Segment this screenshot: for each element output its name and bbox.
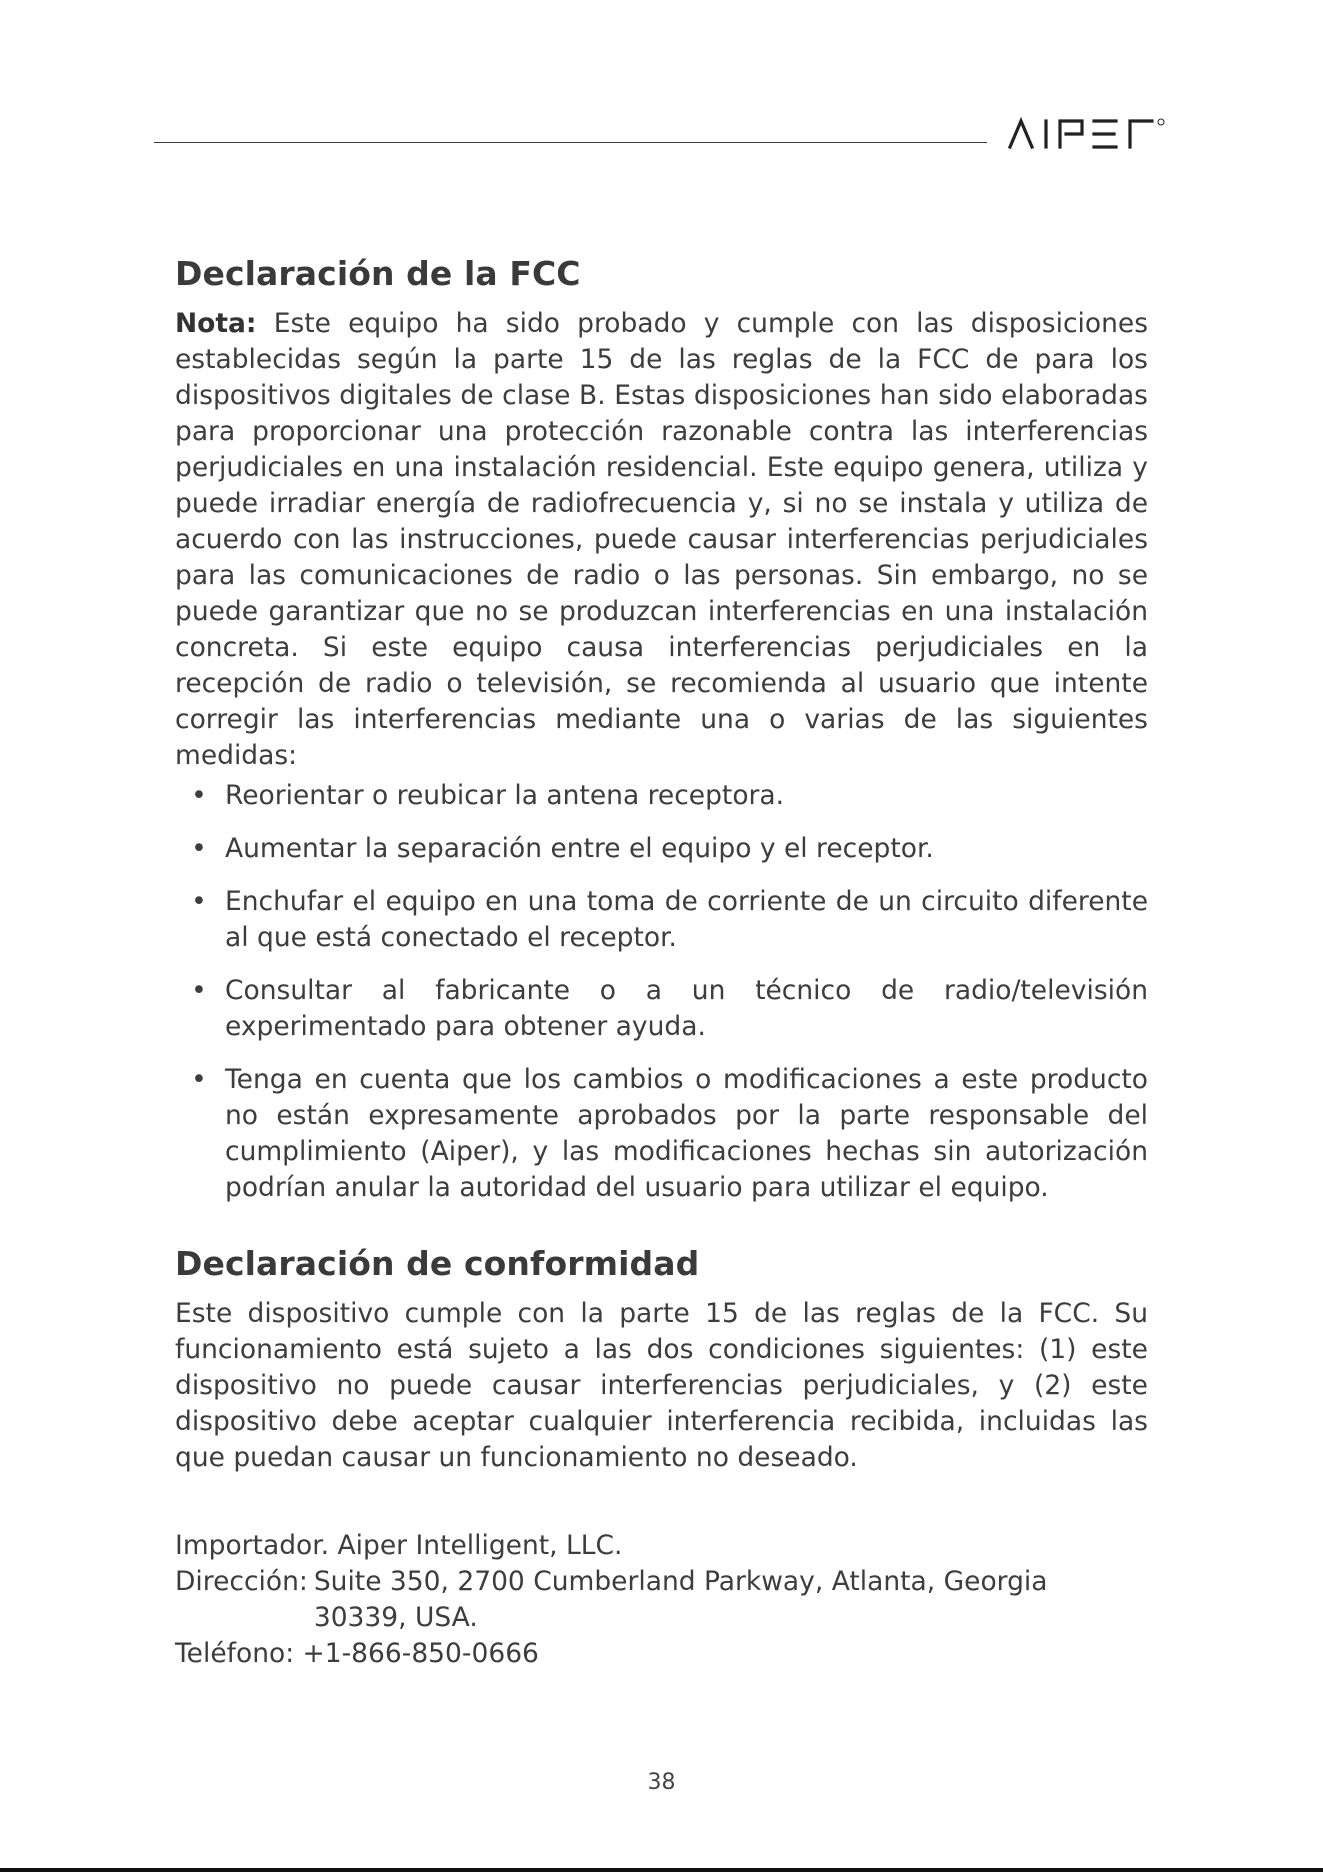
bullet-icon: • <box>191 1064 207 1095</box>
address-line <box>175 1564 1148 1636</box>
bullet-icon: • <box>191 780 207 811</box>
bullet-icon: • <box>191 886 207 917</box>
conformity-title: Declaración de conformidad <box>175 1244 700 1283</box>
bottom-rule <box>0 1868 1323 1872</box>
address-line-1: Suite 350, 2700 Cumberland Parkway, Atlanta, Georgia <box>313 1566 1048 1597</box>
conformity-section <box>175 1240 1148 1476</box>
header-rule <box>154 142 987 143</box>
list-item: • Consultar al fabricante o a un técnico de radio/televisión experimentado para obtener ayuda. <box>175 973 1148 1045</box>
measures-list <box>175 778 1148 1206</box>
aiper-logo <box>1008 117 1170 149</box>
note-text: Este equipo ha sido probado y cumple con las disposiciones establecidas según la parte 15 de las reglas de la FCC de para los dispositivos digitales de clase B. Estas disposiciones han sido elaboradas para proporcionar una protección razonable contra las interferencias perjudiciales en una instalación residencial. Este equipo genera, utiliza y puede irradiar energía de radiofrecuencia y, si no se instala y utiliza de acuerdo con las instrucciones, puede causar interferencias perjudiciales para las comunicaciones de radio o las personas. Sin embargo, no se puede garantizar que no se produzcan interferencias en una instalación concreta. Si este equipo causa interferencias perjudiciales en la recepción de radio o televisión, se recomienda al usuario que intente corregir las interferencias mediante una o varias de las siguientes medidas: <box>175 308 1148 771</box>
phone-line: Teléfono: +1-866-850-0666 <box>175 1638 539 1669</box>
bullet-icon: • <box>191 975 207 1006</box>
list-item: • Reorientar o reubicar la antena receptora. <box>175 778 1148 814</box>
list-item: • Aumentar la separación entre el equipo y el receptor. <box>175 831 1148 867</box>
list-item: • Enchufar el equipo en una toma de corriente de un circuito diferente al que está conectado el receptor. <box>175 884 1148 956</box>
note-label: Nota: <box>175 308 257 339</box>
bullet-icon: • <box>191 833 207 864</box>
address-label: Dirección: <box>175 1566 308 1597</box>
page-content <box>175 250 1148 1672</box>
fcc-title: Declaración de la FCC <box>175 254 581 293</box>
page-number: 38 <box>647 1770 676 1795</box>
importer-line: Importador. Aiper Intelligent, LLC. <box>175 1530 623 1561</box>
contact-block <box>175 1528 1148 1672</box>
conformity-paragraph: Este dispositivo cumple con la parte 15 de las reglas de la FCC. Su funcionamiento está sujeto a las dos condiciones siguientes: (1) este dispositivo no puede causar interferencias perjudiciales, y (2) este dispositivo debe aceptar cualquier interferencia recibida, incluidas las que puedan causar un funcionamiento no deseado. <box>175 1298 1148 1473</box>
list-item: • Tenga en cuenta que los cambios o modificaciones a este producto no están expresamente aprobados por la parte responsable del cumplimiento (Aiper), y las modificaciones hechas sin autorización podrían anular la autoridad del usuario para utilizar el equipo. <box>175 1062 1148 1206</box>
fcc-note-paragraph <box>175 306 1148 774</box>
address-line-2: 30339, USA. <box>313 1602 478 1633</box>
